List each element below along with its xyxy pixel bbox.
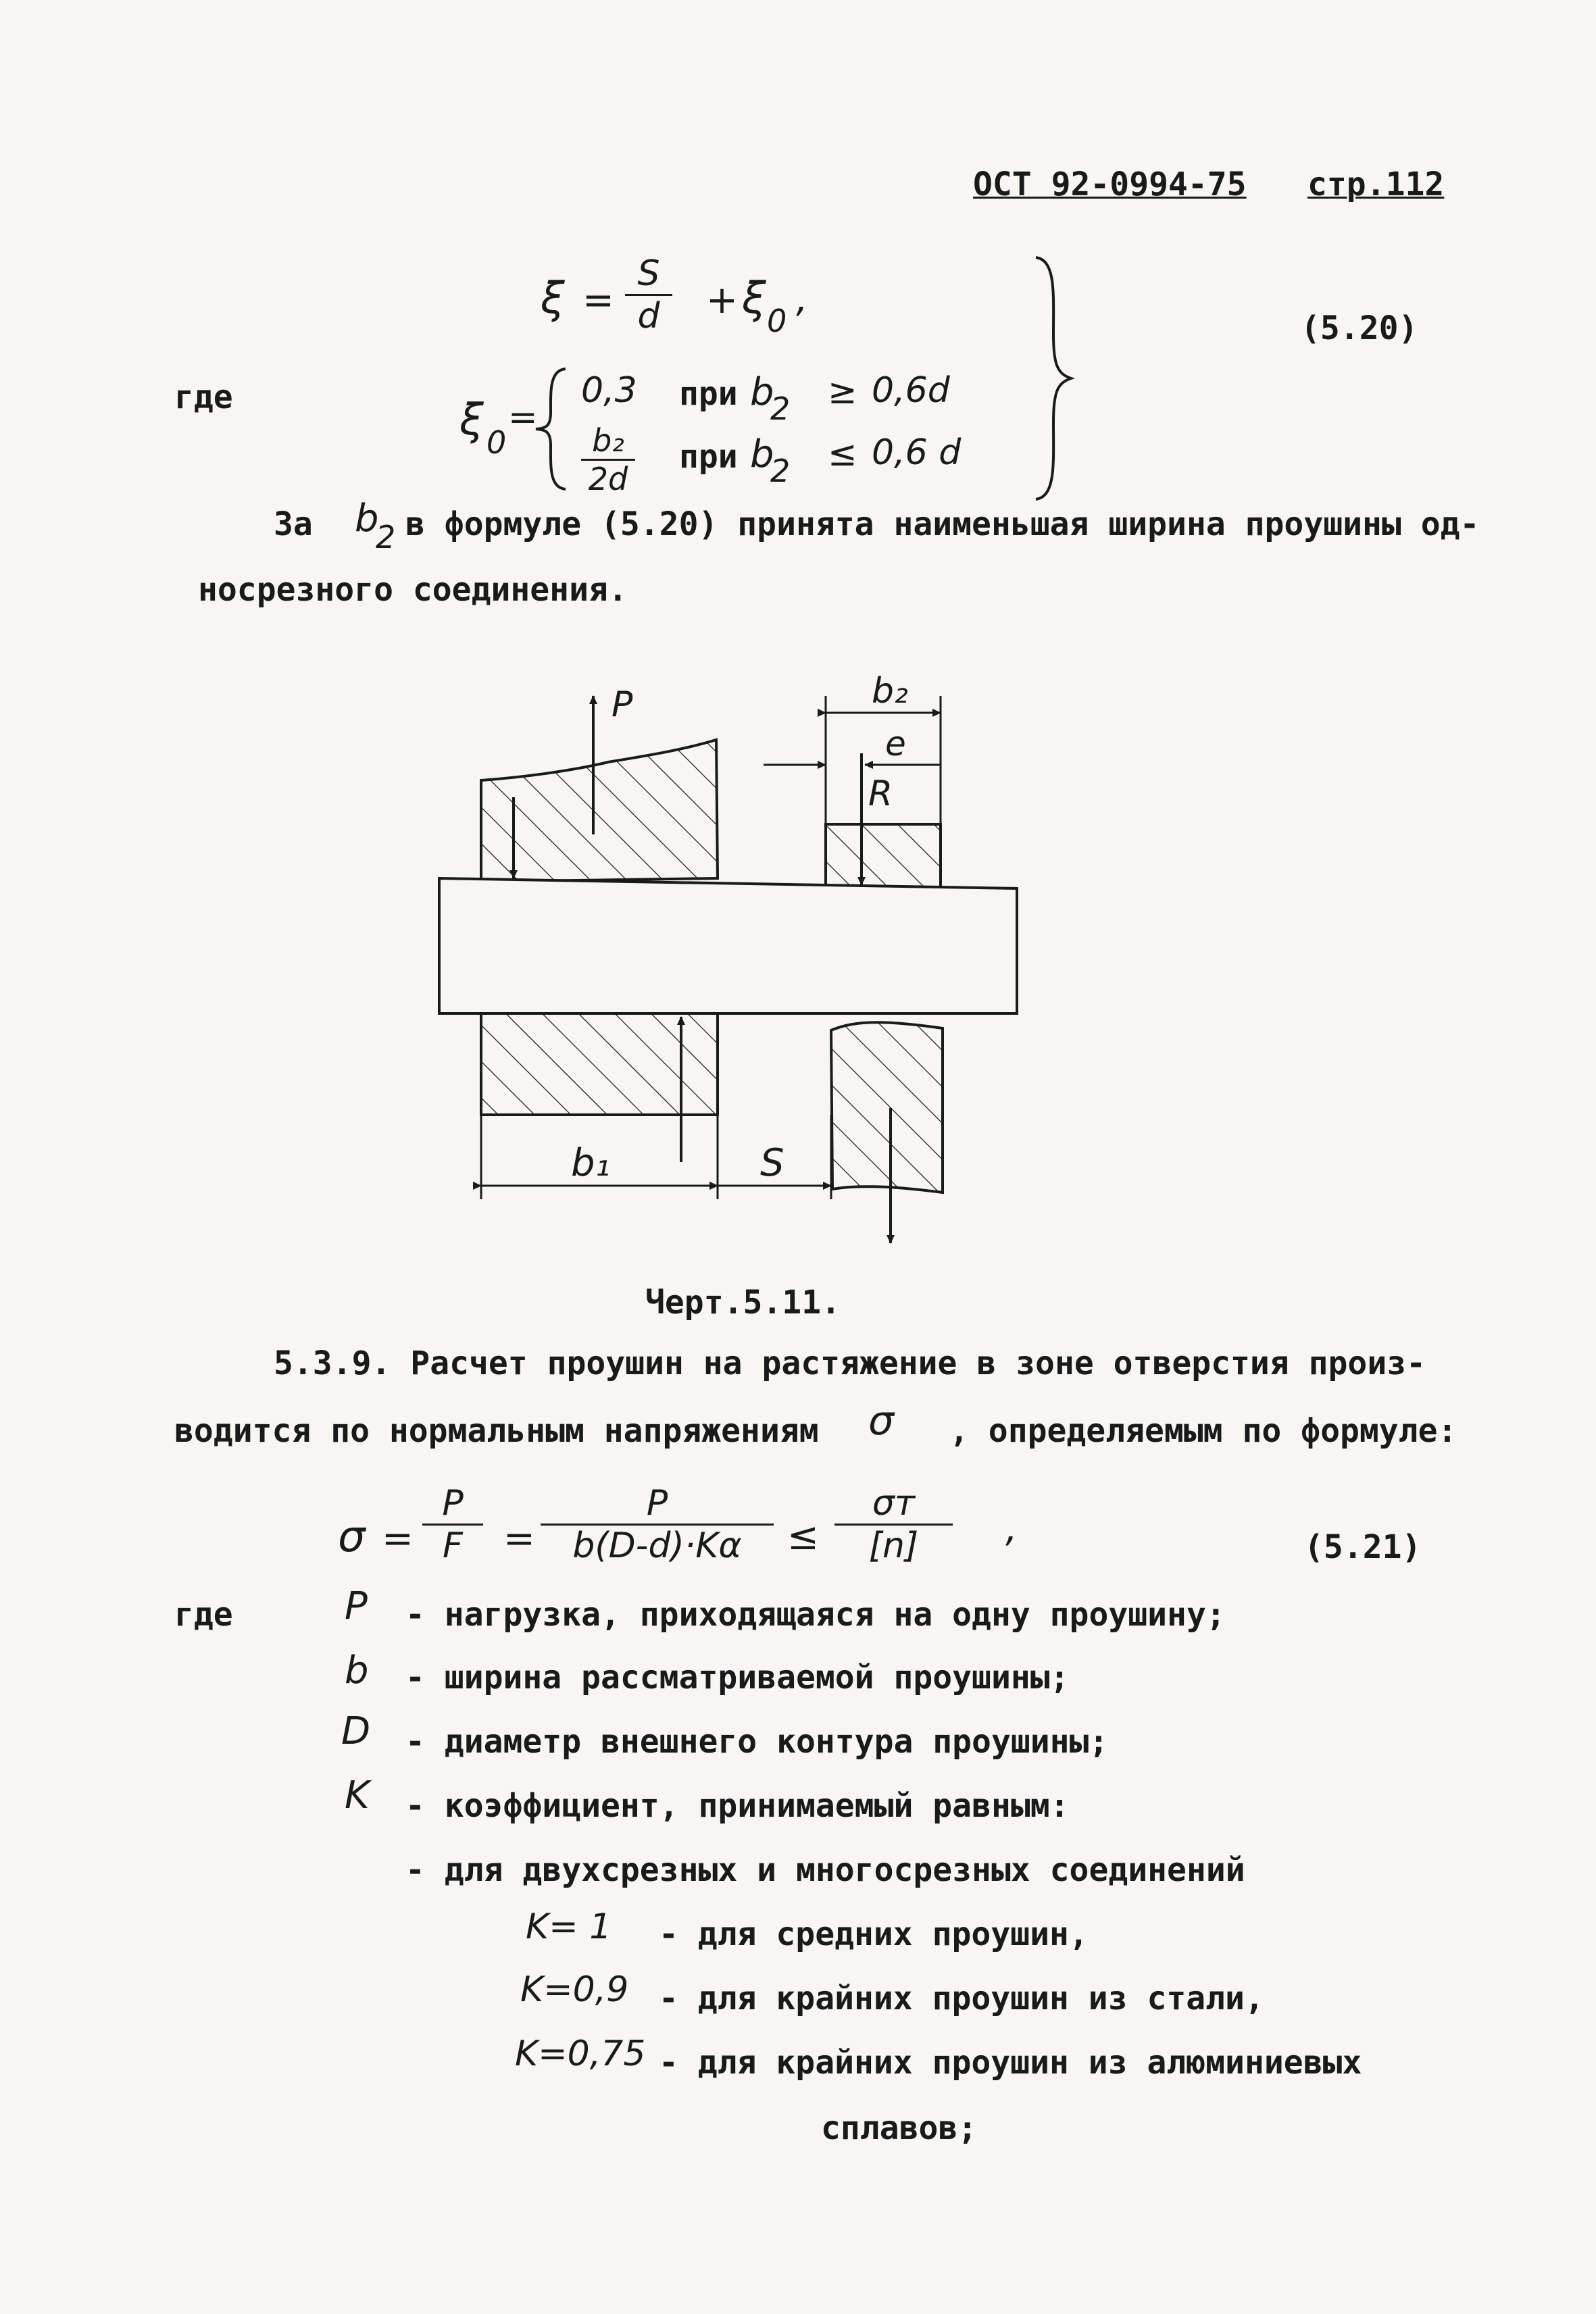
para1-b-subscript: 2 [376,519,396,555]
case1-value: 0,3 [581,370,637,411]
xi0-symbol: ξ [742,274,766,324]
upper-right-lug [826,824,941,889]
lower-right-lug [831,1022,943,1192]
label-R: R [868,774,893,814]
xi0-lhs-subscript: 0 [487,424,507,461]
case2-b-sub: 2 [770,453,791,489]
where-label-1: где [174,378,233,416]
eq520-comma: , [796,277,808,321]
def-symbol-p: P [345,1584,368,1628]
fraction-numerator: S [637,253,660,294]
label-b1: b₁ [571,1141,610,1185]
k-case-3-tail: сплавов; [821,2109,978,2147]
def-text-d: - диаметр внешнего контура проушины; [405,1723,1109,1761]
eq521-relation: ≤ [787,1515,819,1559]
case1-b-sub: 2 [770,391,791,427]
fraction1-denominator: F [443,1526,463,1566]
fraction-p-over-area [541,1483,774,1566]
fraction-sigma-t-over-n [834,1483,953,1566]
def-symbol-d: D [341,1709,371,1753]
k-case-2-text: - для крайних проушин из стали, [659,1980,1264,2017]
case1-relation: ≥ [828,372,857,412]
case2-pri: при [679,438,738,476]
para1-line2: носрезного соединения. [198,571,628,609]
k-case-2-value: K=0,9 [520,1969,629,2010]
figure-caption: Черт.5.11. [645,1284,841,1322]
xi0-subscript: 0 [767,303,787,339]
para2-line1: 5.3.9. Расчет проушин на растяжение в зоне отверстия произ- [274,1344,1426,1382]
def-symbol-k: K [345,1774,370,1817]
standard-code: ОСТ 92-0994-75 [973,166,1247,203]
case1-pri: при [679,375,738,413]
def-text-k: - коэффициент, принимаемый равным: [405,1787,1070,1825]
eq521-eq2: = [503,1517,535,1561]
equation-number-5-21: (5.21) [1304,1528,1422,1566]
page-number: стр.112 [1307,166,1445,203]
case1-rhs: 0,6d [872,370,950,411]
case2-fraction-denominator: 2d [588,461,628,497]
k-case-3-text: - для крайних проушин из алюминиевых [659,2044,1362,2082]
label-P: P [612,684,633,725]
def-text-b: - ширина рассматриваемой проушины; [405,1659,1070,1696]
k-case-3-value: K=0,75 [515,2034,646,2074]
eq521-eq1: = [382,1517,414,1561]
para1-b-symbol: b [355,497,379,540]
fraction2-numerator: P [646,1483,668,1524]
para2-line2-end: , определяемым по формуле: [949,1412,1457,1450]
xi0-lhs-equals: = [508,397,538,438]
eq520-plus: + [706,278,738,322]
label-S: S [760,1141,784,1185]
upper-left-lug [481,740,718,882]
k-case-1-value: K= 1 [526,1907,612,1947]
case2-b: b [750,432,774,476]
para2-line2-start: водится по нормальным напряжениям [174,1412,819,1450]
case1-b: b [750,370,774,414]
fraction3-numerator: σт [872,1483,916,1524]
subhead-two-shear: - для двухсрезных и многосрезных соединений [405,1851,1245,1889]
pin [439,878,1017,1013]
para1-start: За [274,505,313,543]
case2-fraction-numerator: b₂ [592,422,624,459]
eq520-equals: = [582,278,614,322]
fraction1-numerator: P [442,1483,464,1524]
para1-line1: в формуле (5.20) принята наименьшая ширина проушины од- [405,505,1480,543]
eq521-comma: , [1005,1507,1018,1551]
equation-number-5-20: (5.20) [1301,309,1418,347]
label-e: e [885,724,906,763]
eq521-sigma: σ [338,1512,366,1562]
case2-relation: ≤ [828,434,857,474]
xi0-symbol-lhs: ξ [459,395,484,445]
fraction2-denominator: b(D-d)·Kα [572,1526,742,1566]
para2-sigma: σ [868,1397,895,1444]
def-symbol-b: b [345,1649,369,1692]
xi-symbol: ξ [541,274,565,324]
def-text-p: - нагрузка, приходящаяся на одну проушину; [405,1596,1226,1634]
fraction-p-over-f [422,1483,483,1566]
label-b2: b₂ [872,671,908,711]
case2-rhs: 0,6 d [872,432,962,473]
fraction3-denominator: [n] [868,1526,919,1566]
k-case-1-text: - для средних проушин, [659,1915,1089,1953]
where-label-2: где [174,1596,233,1634]
fraction-denominator: d [637,296,660,336]
